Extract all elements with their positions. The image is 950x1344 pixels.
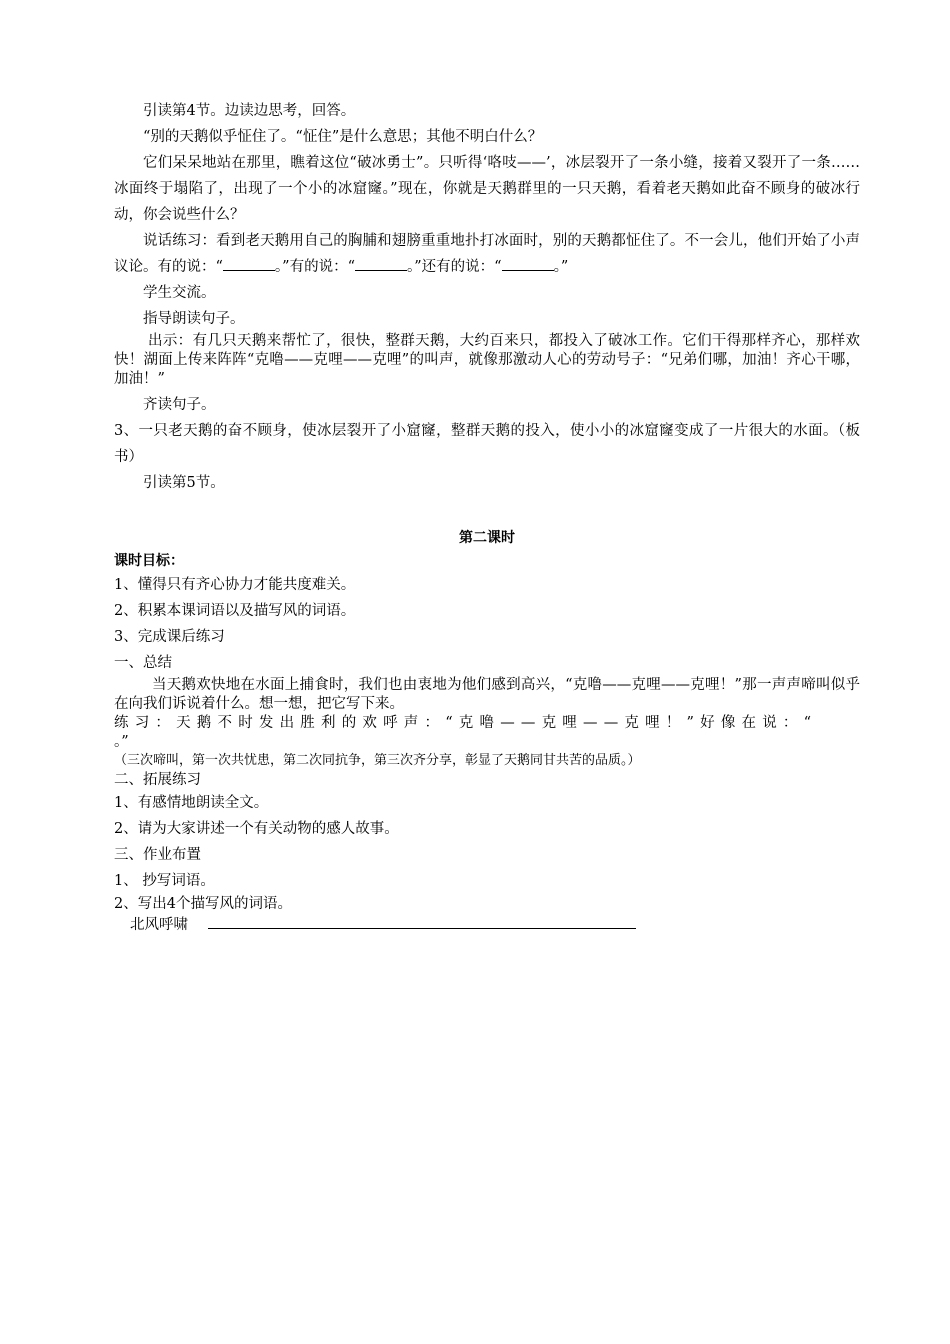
section-summary-heading: 一、总结 xyxy=(114,655,172,671)
note-text: （三次啼叫，第一次共忧患，第二次同抗争，第三次齐分享，彰显了天鹅同甘共苦的品质。） xyxy=(114,753,641,768)
guide-reading: 指导朗读句子。 xyxy=(143,311,245,327)
section-extension-heading: 二、拓展练习 xyxy=(114,772,201,788)
goal-item: 2、积累本课词语以及描写风的词语。 xyxy=(114,603,356,619)
answer-blank-1 xyxy=(223,256,275,271)
speaking-practice xyxy=(114,228,860,280)
point-three: 3、一只老天鹅的奋不顾身，使冰层裂开了小窟窿，整群天鹅的投入，使小小的冰窟窿变成了一片很大的水面。（板书） xyxy=(114,423,860,465)
lead-section-5: 引读第5节。 xyxy=(143,475,225,491)
lesson-two-title: 第二课时 xyxy=(459,530,515,546)
practice-line xyxy=(114,714,860,752)
question-text: “别的天鹅似乎怔住了。“怔住”是什么意思；其他不明白什么？ xyxy=(143,129,543,145)
extension-item: 1、有感情地朗读全文。 xyxy=(114,795,269,811)
answer-line xyxy=(208,914,636,929)
speaking-text-b: 。”有的说：“ xyxy=(274,259,355,275)
answer-blank-3 xyxy=(502,256,554,271)
lead-section-4: 引读第4节。边读边思考，回答。 xyxy=(143,103,356,119)
show-sentence: 出示：有几只天鹅来帮忙了，很快，整群天鹅，大约百来只，都投入了破冰工作。它们干得那样齐心，那样欢快！湖面上传来阵阵“克噜——克哩——克哩”的叫声，就像那激动人心的劳动号子：“兄弟们哪，加油！齐心干哪，加油！” xyxy=(114,333,860,387)
wind-word-row xyxy=(114,914,860,935)
section-homework-heading: 三、作业布置 xyxy=(114,847,201,863)
speaking-text-d: 。” xyxy=(553,259,569,275)
read-together: 齐读句子。 xyxy=(143,397,216,413)
extension-item: 2、请为大家讲述一个有关动物的感人故事。 xyxy=(114,821,399,837)
summary-text: 当天鹅欢快地在水面上捕食时，我们也由衷地为他们感到高兴，“克噜——克哩——克哩！”那一声声啼叫似乎在向我们诉说着什么。想一想，把它写下来。 xyxy=(114,677,860,712)
homework-item: 2、写出4个描写风的词语。 xyxy=(114,896,292,912)
wind-word: 北风呼啸 xyxy=(130,917,188,933)
goal-item: 1、懂得只有齐心协力才能共度难关。 xyxy=(114,577,356,593)
student-exchange: 学生交流。 xyxy=(143,285,216,301)
goal-item: 3、完成课后练习 xyxy=(114,629,225,645)
speaking-text-a: 说话练习：看到老天鹅用自己的胸脯和翅膀重重地扑打冰面时，别的天鹅都怔住了。不一会儿，他们开始了小声议论。有的说：“ xyxy=(114,233,860,275)
practice-end: 。” xyxy=(114,734,129,750)
goals-label: 课时目标： xyxy=(114,553,184,569)
answer-blank-2 xyxy=(355,256,407,271)
practice-text: 练习：天鹅不时发出胜利的欢呼声：“克噜——克哩——克哩！”好像在说：“ xyxy=(114,715,818,731)
speaking-text-c: 。”还有的说：“ xyxy=(407,259,502,275)
passage-text: 它们呆呆地站在那里，瞧着这位“破冰勇士”。只听得‘咯吱——’，冰层裂开了一条小缝，接着又裂开了一条……冰面终于塌陷了，出现了一个小的冰窟窿。”现在，你就是天鹅群里的一只天鹅，看着老天鹅如此奋不顾身的破冰行动，你会说些什么？ xyxy=(114,155,860,223)
homework-item: 1、 抄写词语。 xyxy=(114,873,215,889)
document-page xyxy=(114,98,860,935)
